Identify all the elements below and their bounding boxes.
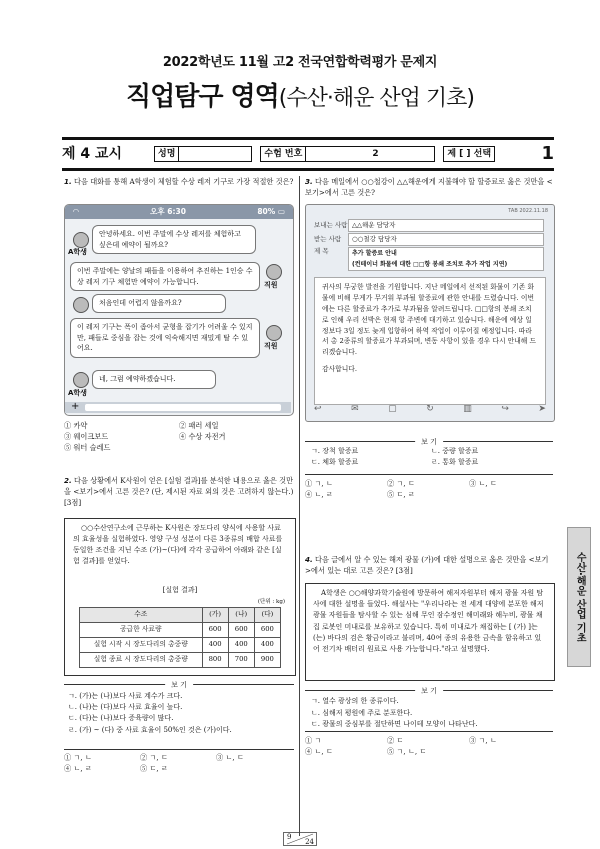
table-header: (가) xyxy=(202,608,228,623)
exam-header xyxy=(0,54,600,117)
q3-option[interactable]: ④ ㄴ, ㄹ xyxy=(305,490,333,500)
bogi-item: ㄷ. 체화 할증료 xyxy=(311,458,359,467)
q2-bogi-box xyxy=(64,680,294,750)
mail-closing: 감사합니다. xyxy=(322,365,357,374)
q3-option[interactable]: ③ ㄴ, ㄷ xyxy=(469,479,497,488)
page-current: 9 xyxy=(287,833,292,841)
chat-msg-1: 안녕하세요. 이번 주말에 수상 레저를 체험하고 싶은데 예약이 될까요? xyxy=(92,225,256,254)
q3-option[interactable]: ⑤ ㄷ, ㄹ xyxy=(387,490,415,500)
student-avatar xyxy=(73,372,89,388)
q2-passage-box xyxy=(64,518,296,676)
send-icon[interactable]: ➤ xyxy=(538,404,546,414)
mail-subject-row: 제 목 추가 할증료 안내 (컨테이너 화물에 대한 □□항 봉쇄 조치로 추가 작업 지연) xyxy=(314,247,544,271)
phone-time: 오후 6:30 xyxy=(150,206,186,216)
q4-number: 4. xyxy=(305,555,313,564)
q4-bogi-list xyxy=(311,696,478,731)
student-label: A학생 xyxy=(68,248,87,256)
page-number xyxy=(283,832,317,846)
bogi-item: ㄴ. 심해저 평원에 주로 분포한다. xyxy=(311,708,413,717)
bogi-item: ㄴ. 중량 할증료 xyxy=(431,447,479,455)
header-rule-bottom xyxy=(62,168,554,171)
q2-passage: ○○수산연구소에 근무하는 K사원은 장도다리 양식에 사용할 사료의 효율성을 실험하였다. 영양 구성 성분이 다른 3종류의 배합 사료를 동일한 조건을 지닌 수조 (가)~(다)에 각각 공급하여 아래와 같은 [실험 결과]를 얻었다. xyxy=(73,524,283,565)
table-row: 공급한 사료량 600 600 600 xyxy=(80,623,281,638)
bogi-item: ㄱ. 장척 할증료 xyxy=(311,447,359,455)
exam-no-digit: 2 xyxy=(372,149,379,159)
q4-bogi-title: 보 기 xyxy=(415,686,443,696)
mail-sender-row: 보내는 사람 △△해운 담당자 xyxy=(314,219,544,232)
staff-avatar xyxy=(266,264,282,280)
reply-icon[interactable]: ↩ xyxy=(314,404,322,414)
forward-icon[interactable]: ↪ xyxy=(501,404,509,414)
plus-icon[interactable]: + xyxy=(71,401,80,412)
q4-option[interactable]: ⑤ ㄱ, ㄴ, ㄷ xyxy=(387,747,427,757)
q4-option[interactable]: ② ㄷ xyxy=(387,736,404,745)
q3-bogi-box xyxy=(305,437,553,475)
question-1 xyxy=(64,177,294,188)
exam-title xyxy=(0,79,600,117)
name-field[interactable] xyxy=(179,146,252,162)
q1-option[interactable]: ⑤ 워터 슬레드 xyxy=(64,443,111,453)
mail-body xyxy=(314,277,546,405)
table-row: 실험 종료 시 장도다리의 총중량 800 700 900 xyxy=(80,653,281,668)
period-label: 제 4 교시 xyxy=(62,145,123,162)
mail-body-text: 귀사의 무궁한 발전을 기원합니다. 지난 메일에서 선적된 화물이 기존 화물에 비해 무게가 무거워 부과될 할증료에 관한 안내를 드렸습니다. 이번에는 다른 할증료가 추가로 부과됨을 알려드립니다. □□항의 봉쇄 조치로 인해 우리 선박은 현재 항 주변에 대기하고 있습니다. 해운에 예상 일정보다 3일 정도 늦게 입항하여 하역 작업이 이루어질 예정입니다. 따라서 총 2종류의 할증료가 부과되며, 변동 사항이 있을 경우 다시 안내해 드리겠습니다. xyxy=(322,283,537,357)
mail-sender-field[interactable]: △△해운 담당자 xyxy=(348,219,544,232)
q1-option[interactable]: ② 패러 세일 xyxy=(179,421,219,430)
q1-option[interactable]: ④ 수상 자전거 xyxy=(179,432,226,442)
student-avatar xyxy=(73,232,89,248)
phone-battery: 80% ▭ xyxy=(257,206,285,216)
bogi-item: ㄹ. (가) ~ (다) 중 사료 효율이 50%인 것은 (가)이다. xyxy=(68,725,232,734)
mail-top-info: TAB 2022.11.18 xyxy=(508,208,548,214)
window-icon[interactable]: ▢ xyxy=(388,404,397,414)
mail-window xyxy=(305,204,555,422)
column-divider xyxy=(299,176,300,836)
q4-options xyxy=(305,735,553,757)
q2-option[interactable]: ① ㄱ, ㄴ xyxy=(64,753,92,762)
bogi-item: ㄴ. (나)는 (다)보다 사료 효율이 높다. xyxy=(68,703,183,712)
bogi-item: ㄱ. 열수 광상의 한 종류이다. xyxy=(311,697,399,705)
staff-label-2: 직원 xyxy=(264,342,278,350)
refresh-icon[interactable]: ↻ xyxy=(426,404,434,414)
bogi-item: ㄹ. 통화 할증료 xyxy=(431,458,479,467)
q2-number: 2. xyxy=(64,476,72,485)
wifi-icon: ◠ xyxy=(73,206,79,216)
subject-side-tab: 수산·해운 산업 기초 xyxy=(567,527,591,667)
info-bar xyxy=(62,142,554,164)
q4-bogi-box xyxy=(305,686,553,732)
header-rule-top xyxy=(62,137,554,140)
exam-title-main: 직업탐구 영역 xyxy=(126,81,279,112)
q3-number: 3. xyxy=(305,177,313,186)
q4-stem: 다음 글에서 알 수 있는 해저 광물 (가)에 대한 설명으로 옳은 것만을 <보기>에서 있는 대로 고른 것은? [3점] xyxy=(305,555,549,575)
q4-passage: A학생은 ○○해양과학기술원에 방문하여 해저자원부터 해저 광물 자원 탐사에 대한 설명을 들었다. 해설사는 "우리나라는 전 세계 대양에 분포한 해저 광물 자원들을 탐사할 수 있는 심해 무인 잠수정인 해미래와 해누비, 광물 채집 로봇인 미내로를 보유하고 있습니다. 특히 미내로가 채집하는 [ (가) ]는(는) 바다의 검은 황금이라고 불리며, 40여 종의 유용한 금속을 함유하고 있어 전기차 배터리 원료로 사용 가능합니다."라고 설명했다. xyxy=(313,589,544,653)
table-header: 수조 xyxy=(80,608,203,623)
bogi-item: ㄷ. (다)는 (나)보다 증육량이 많다. xyxy=(68,714,174,723)
q2-option[interactable]: ④ ㄴ, ㄹ xyxy=(64,764,92,774)
q2-option[interactable]: ③ ㄴ, ㄷ xyxy=(216,753,244,762)
q1-number: 1. xyxy=(64,177,72,186)
name-label: 성명 xyxy=(154,146,179,162)
trash-icon[interactable]: ▥ xyxy=(463,404,472,414)
q2-option[interactable]: ② ㄱ, ㄷ xyxy=(140,753,168,762)
phone-status-bar xyxy=(65,205,293,219)
staff-label-1: 직원 xyxy=(264,281,278,289)
chat-msg-2: 이번 주말에는 양날의 패들을 이용하여 추진하는 1인승 수상 레저 기구 체험만 예약이 가능합니다. xyxy=(70,262,260,291)
choice-label: 제 [ ] 선택 xyxy=(443,146,495,162)
q1-options xyxy=(64,420,294,453)
student-avatar xyxy=(73,297,89,313)
q3-bogi-title: 보 기 xyxy=(415,437,443,447)
q2-bogi-title: 보 기 xyxy=(165,680,193,690)
table-row: 실험 시작 시 장도다리의 총중량 400 400 400 xyxy=(80,638,281,653)
table-header: (다) xyxy=(254,608,280,623)
staff-avatar xyxy=(266,325,282,341)
mail-toolbar xyxy=(314,403,546,416)
q2-stem: 다음 상황에서 K사원이 얻은 [실험 결과]를 분석한 내용으로 옳은 것만을 <보기>에서 고른 것은? (단, 제시된 자료 외의 것은 고려하지 않는다.) [3점] xyxy=(64,476,294,507)
q3-bogi-list xyxy=(311,446,547,468)
q4-option[interactable]: ① ㄱ xyxy=(305,736,322,745)
chat-msg-4: 이 레저 기구는 폭이 좁아서 균형을 잡기가 어려울 수 있지만, 패들로 중심을 잡는 것에 익숙해지면 재밌게 탈 수 있어요. xyxy=(70,318,260,358)
q1-stem: 다음 대화를 통해 A학생이 체험할 수상 레저 기구로 가장 적절한 것은? xyxy=(74,177,294,186)
q2-table-title: [실험 결과] xyxy=(162,586,198,594)
mail-icon[interactable]: ✉ xyxy=(351,404,359,414)
bogi-item: ㄷ. 광물의 중심부를 절단하면 나이테 모양이 나타난다. xyxy=(311,720,478,729)
exam-title-sub: (수산·해운 산업 기초) xyxy=(278,85,474,111)
mail-recipient-field[interactable]: ○○철강 담당자 xyxy=(348,233,544,246)
chat-msg-5: 네, 그럼 예약하겠습니다. xyxy=(92,370,216,389)
q2-option[interactable]: ⑤ ㄷ, ㄹ xyxy=(140,764,168,774)
q4-option[interactable]: ④ ㄴ, ㄷ xyxy=(305,747,333,757)
exam-no-field[interactable] xyxy=(306,146,435,162)
mail-subject-field[interactable]: 추가 할증료 안내 (컨테이너 화물에 대한 □□항 봉쇄 조치로 추가 작업 지연) xyxy=(348,247,544,271)
student-label-2: A학생 xyxy=(68,389,87,397)
q3-stem: 다음 메일에서 ○○철강이 △△해운에게 지불해야 할 할증료로 옳은 것만을 <보기>에서 고른 것은? xyxy=(305,177,553,197)
page-number-big: 1 xyxy=(541,142,554,164)
question-4 xyxy=(305,555,553,577)
bogi-item: ㄱ. (가)는 (나)보다 사료 계수가 크다. xyxy=(68,692,183,700)
q2-bogi-list xyxy=(68,691,232,736)
page-total: 24 xyxy=(305,838,314,846)
q2-options xyxy=(64,752,294,774)
exam-subtitle: 2022학년도 11월 고2 전국연합학력평가 문제지 xyxy=(162,55,438,70)
q3-options xyxy=(305,478,553,500)
q2-results-table xyxy=(79,607,281,668)
q3-option[interactable]: ① ㄱ, ㄴ xyxy=(305,479,333,488)
exam-no-label: 수험 번호 xyxy=(260,146,306,162)
chat-msg-3: 처음인데 어렵지 않을까요? xyxy=(92,294,226,313)
q3-option[interactable]: ② ㄱ, ㄷ xyxy=(387,479,415,488)
chat-text-field[interactable] xyxy=(85,404,281,411)
q4-option[interactable]: ③ ㄱ, ㄴ xyxy=(469,736,497,745)
q4-passage-box xyxy=(305,583,555,681)
question-3 xyxy=(305,177,553,199)
question-2 xyxy=(64,476,294,508)
table-header: (나) xyxy=(228,608,254,623)
q1-option[interactable]: ① 카약 xyxy=(64,421,88,430)
chat-input-bar[interactable] xyxy=(65,402,291,413)
q2-table-unit: (단위 : kg) xyxy=(257,599,285,605)
q1-option[interactable]: ③ 웨이크보드 xyxy=(64,432,109,442)
mail-recipient-row: 받는 사람 ○○철강 담당자 xyxy=(314,233,544,246)
